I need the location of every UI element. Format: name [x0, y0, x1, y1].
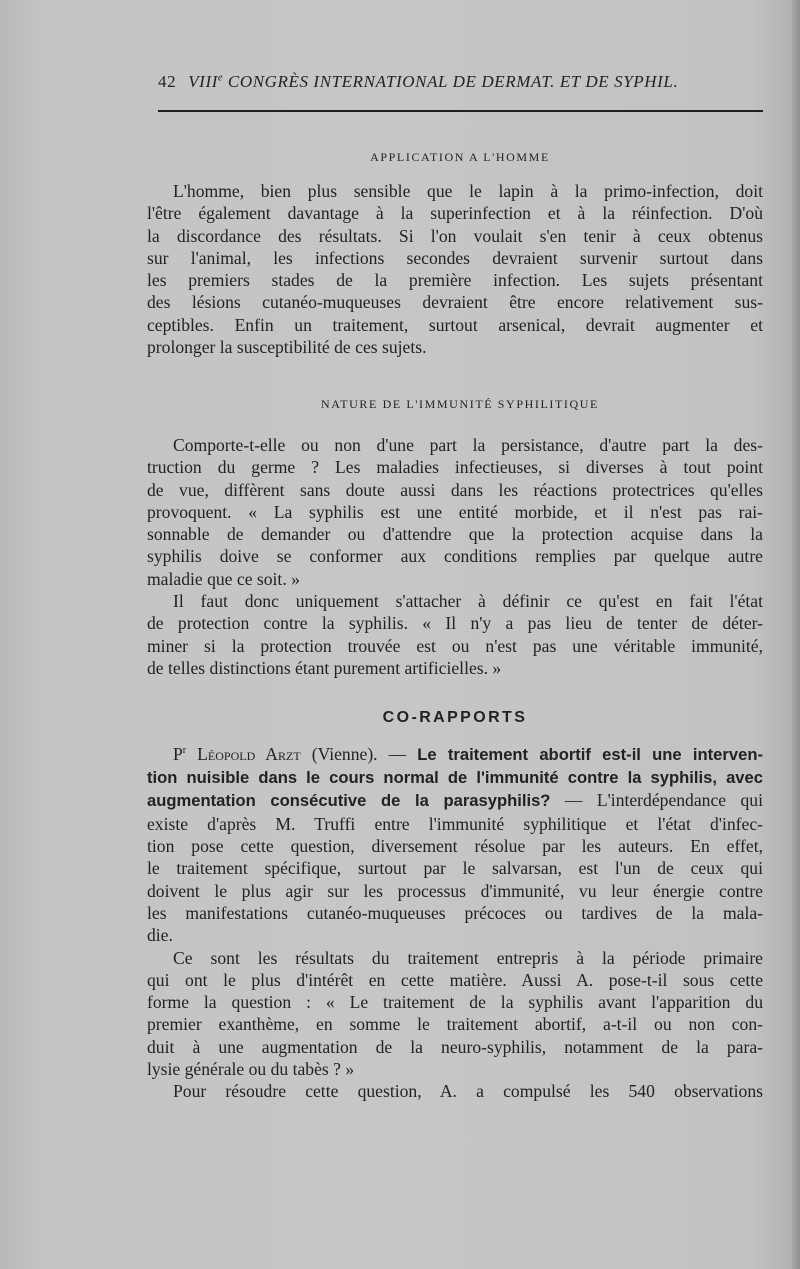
text-line: existe d'après M. Truffi entre l'immunité syphilitique et l'état d'infec-: [147, 813, 763, 834]
text-line: la discordance des résultats. Si l'on voulait s'en tenir à ceux obtenus: [147, 225, 763, 246]
author-name: Léopold Arzt: [197, 743, 301, 764]
text-line: tion pose cette question, diversement résolue par les auteurs. En effet,: [147, 836, 763, 857]
text-line: lysie générale ou du tabès ? »: [147, 1059, 355, 1080]
section-application-body: [147, 180, 763, 358]
text-line: maladie que ce soit. »: [147, 568, 300, 589]
page-edge-shadow: [792, 0, 800, 1269]
page-number: 42: [158, 72, 177, 91]
text-line: Il faut donc uniquement s'attacher à définir ce qu'est en fait l'état: [173, 591, 763, 612]
text-line: Comporte-t-elle ou non d'une part la persistance, d'autre part la des-: [173, 435, 763, 455]
text-line: provoquent. « La syphilis est une entité morbide, et il n'est pas rai-: [147, 501, 763, 522]
text-line: L'homme, bien plus sensible que le lapin à la primo-infection, doit: [173, 181, 763, 201]
section-title-application: APPLICATION A L'HOMME: [370, 150, 550, 164]
section-immunite-body: [147, 434, 763, 679]
text-line: forme la question : « Le traitement de la syphilis avant l'apparition du: [147, 992, 763, 1013]
text-line: de telles distinctions étant purement artificielles. »: [147, 657, 502, 678]
report-title-part2: tion nuisible dans le cours normal de l'immunité contre la syphilis, avec: [147, 768, 763, 788]
report-intro: — L'interdépendance qui: [550, 790, 763, 811]
running-title-ordinal: e: [217, 72, 224, 84]
text-line: qui ont le plus d'intérêt en cette matière. Aussi A. pose-t-il sous cette: [147, 969, 763, 990]
text-line: duit à une augmentation de la neuro-syphilis, notamment de la para-: [147, 1036, 763, 1057]
text-line: [147, 789, 763, 812]
text-line: l'être également davantage à la superinfection et à la réinfection. D'où: [147, 203, 763, 224]
corapports-body: [147, 740, 763, 1103]
text-line: die.: [147, 925, 173, 946]
running-title-numeral: VIII: [188, 72, 218, 91]
text-line: des lésions cutanéo-muqueuses devraient être encore relativement sus-: [147, 292, 763, 313]
running-title-text: CONGRÈS INTERNATIONAL DE DERMAT. ET DE SYPHIL.: [223, 72, 679, 91]
report-title-part3: augmentation consécutive de la parasyphilis?: [147, 791, 551, 811]
text-line: le traitement spécifique, surtout par le salvarsan, est l'un de ceux qui: [147, 858, 763, 879]
report-title-part1: Le traitement abortif est-il une interven-: [417, 744, 763, 764]
text-line: de vue, diffèrent sans doute aussi dans les réactions protectrices qu'elles: [147, 479, 763, 500]
text-line: les manifestations cutanéo-muqueuses précoces ou tardives de la mala-: [147, 902, 763, 923]
corapports-heading: CO-RAPPORTS: [382, 709, 528, 726]
author-city: (Vienne). —: [300, 743, 418, 764]
text-line: doivent le plus agir sur les processus d'immunité, vu leur énergie contre: [147, 880, 763, 901]
text-line: premier exanthème, en somme le traitement abortif, a-t-il ou non con-: [147, 1014, 763, 1035]
text-line: syphilis doive se conformer aux conditions remplies par quelque autre: [147, 546, 763, 567]
text-line: miner si la protection trouvée est ou n'est pas une véritable immunité,: [147, 635, 763, 656]
text-line: Ce sont les résultats du traitement entrepris à la période primaire: [173, 947, 763, 968]
author-title: P: [173, 743, 183, 764]
text-line: ceptibles. Enfin un traitement, surtout arsenical, devrait augmenter et: [147, 314, 763, 335]
header-rule: [158, 110, 763, 112]
text-line: [147, 766, 763, 789]
text-line: de protection contre la syphilis. « Il n'y a pas lieu de tenter de déter-: [147, 613, 763, 634]
text-line-author: [147, 740, 763, 766]
text-line: truction du germe ? Les maladies infectieuses, si diverses à tout point: [147, 457, 763, 478]
text-line: les premiers stades de la première infection. Les sujets présentant: [147, 270, 763, 291]
text-line: Pour résoudre cette question, A. a compulsé les 540 observations: [173, 1081, 763, 1102]
text-line: sur l'animal, les infections secondes devraient survenir surtout dans: [147, 247, 763, 268]
running-header: [158, 72, 758, 92]
text-line: prolonger la susceptibilité de ces sujets.: [147, 337, 427, 358]
section-title-immunite: NATURE DE L'IMMUNITÉ SYPHILITIQUE: [321, 397, 599, 411]
author-title-sup: r: [182, 745, 187, 756]
text-line: sonnable de demander ou d'attendre que la protection acquise dans la: [147, 524, 763, 545]
